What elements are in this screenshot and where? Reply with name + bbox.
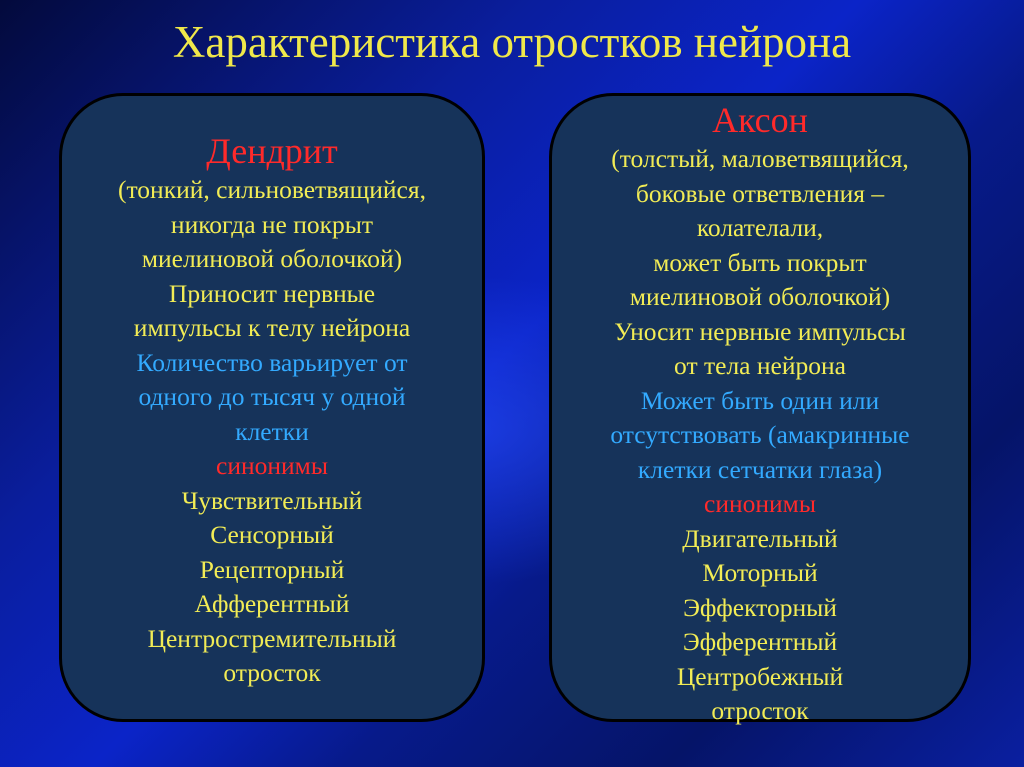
axon-description-line: может быть покрыт — [653, 247, 867, 277]
dendrite-description-line: никогда не покрыт — [170, 209, 374, 239]
dendrite-synonym: отросток — [223, 658, 321, 687]
axon-synonyms-list — [552, 522, 968, 729]
dendrite-description-line: миелиновой оболочкой) — [141, 244, 403, 273]
axon-description — [552, 142, 968, 315]
dendrite-count-line: Количество варьирует от — [136, 347, 408, 377]
dendrite-count-line: клетки — [235, 416, 309, 446]
dendrite-synonym: Сенсорный — [210, 520, 334, 549]
axon-description-line: (толстый, маловетвящийся, — [611, 144, 909, 173]
axon-count-line: клетки сетчатки глаза) — [637, 454, 883, 484]
axon-synonym: Двигательный — [682, 523, 838, 553]
dendrite-function-line: импульсы к телу нейрона — [133, 313, 411, 342]
axon-description-line: колателали, — [696, 213, 824, 242]
axon-description-line: боковые ответвления – — [635, 178, 885, 208]
axon-synonym: Моторный — [702, 558, 818, 587]
dendrite-function — [62, 277, 482, 346]
axon-synonym: Центробежный — [676, 661, 844, 691]
dendrite-count — [62, 346, 482, 450]
axon-synonym: Эфферентный — [682, 627, 838, 656]
axon-function-line: от тела нейрона — [674, 351, 846, 380]
axon-synonym: отросток — [711, 696, 809, 725]
axon-heading: Аксон — [712, 100, 808, 140]
axon-card — [549, 93, 971, 725]
dendrite-synonyms-label: синонимы — [216, 451, 328, 480]
axon-count-line: Может быть один или — [640, 385, 880, 415]
dendrite-synonym: Афферентный — [194, 589, 350, 618]
axon-function — [552, 315, 968, 384]
axon-count — [552, 384, 968, 488]
axon-count-line: отсутствовать (амакринные — [610, 420, 910, 449]
dendrite-synonym: Центростремительный — [147, 623, 397, 653]
axon-synonym: Эффекторный — [683, 592, 837, 622]
axon-description-line: миелиновой оболочкой) — [629, 282, 891, 311]
dendrite-description-line: (тонкий, сильноветвящийся, — [118, 175, 426, 204]
dendrite-synonym: Чувствительный — [181, 485, 363, 515]
axon-function-line: Уносит нервные импульсы — [614, 316, 906, 346]
dendrite-card — [59, 93, 485, 722]
dendrite-count-line: одного до тысяч у одной — [138, 382, 406, 411]
dendrite-synonyms-list — [62, 484, 482, 691]
dendrite-function-line: Приносит нервные — [168, 278, 376, 308]
dendrite-description — [62, 173, 482, 277]
slide-title: Характеристика отростков нейрона — [172, 17, 852, 67]
dendrite-heading: Дендрит — [206, 131, 338, 171]
dendrite-synonym: Рецепторный — [199, 554, 345, 584]
axon-synonyms-label: синонимы — [704, 489, 816, 518]
